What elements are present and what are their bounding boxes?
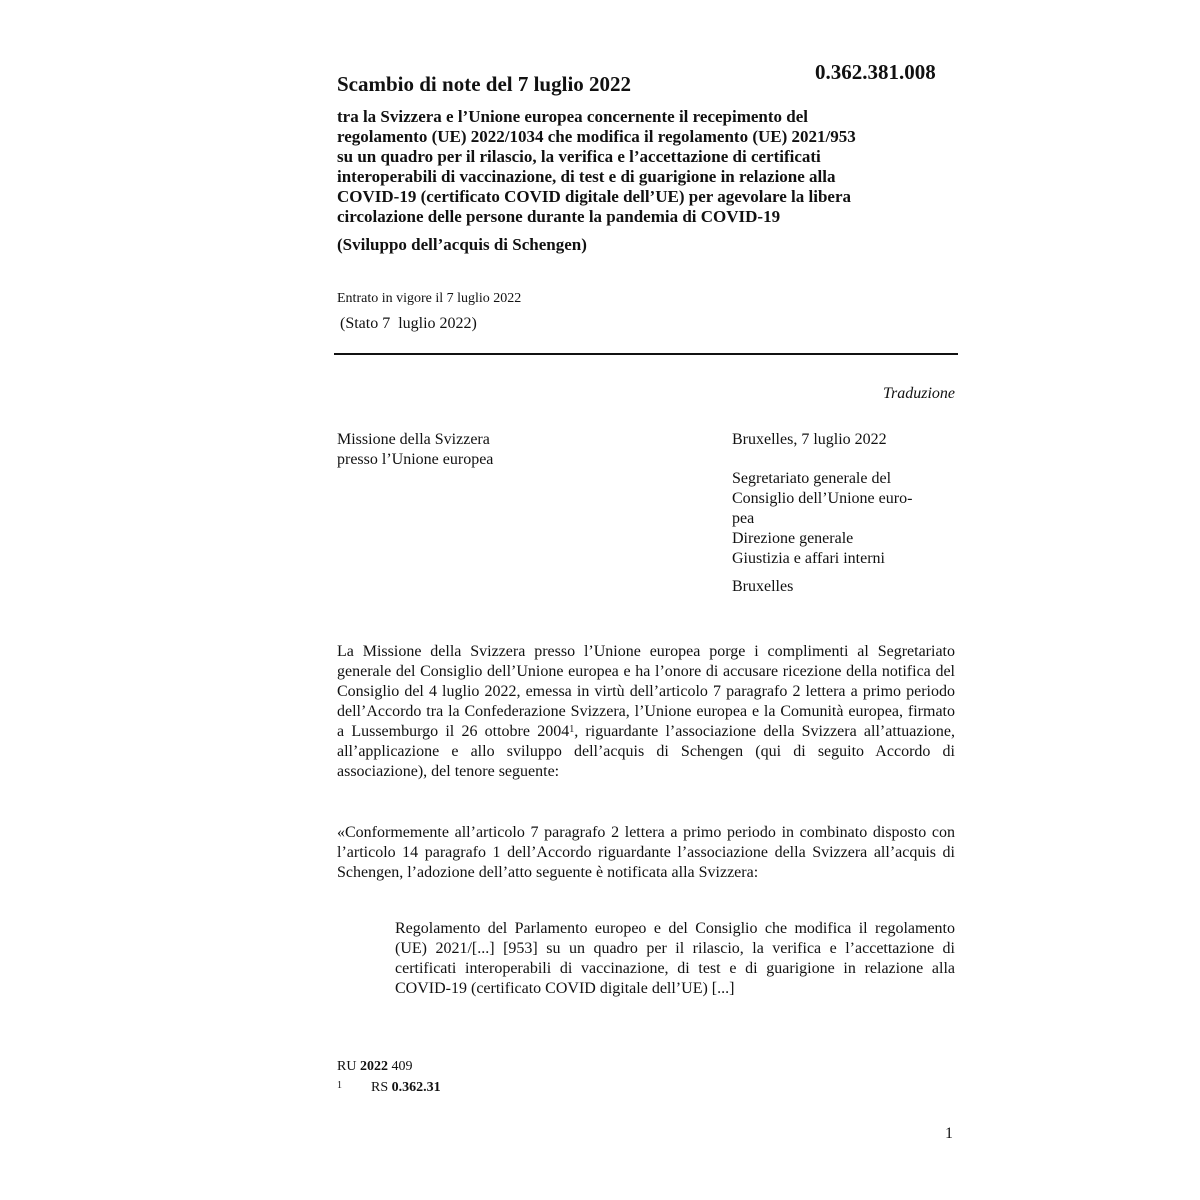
- footnote-reference[interactable]: 1: [569, 724, 575, 735]
- subtitle-line: regolamento (UE) 2022/1034 che modifica il regolamento (UE) 2021/953: [337, 127, 856, 146]
- footnote-prefix: RS: [371, 1080, 389, 1095]
- entry-into-force: Entrato in vigore il 7 luglio 2022: [337, 291, 522, 306]
- recipient-line: pea: [732, 510, 755, 527]
- subtitle-line: su un quadro per il rilascio, la verifica e l’accettazione di certificati: [337, 147, 821, 166]
- document-code: 0.362.381.008: [815, 60, 936, 84]
- letter-paragraph-2: «Conformemente all’articolo 7 paragrafo 2 lettera a primo periodo in combinato disposto con l’articolo 14 paragrafo 1 dell’Accordo riguardante l’associazione della Svizzera all’acquis di Schengen, l’adozione dell’atto seguente è notificata alla Svizzera:: [337, 824, 955, 881]
- subtitle-line: circolazione delle persone durante la pandemia di COVID-19: [337, 207, 781, 226]
- translation-label: Traduzione: [882, 385, 955, 402]
- sender-block: [337, 430, 493, 470]
- recipient-line: Giustizia e affari interni: [732, 550, 885, 567]
- ru-year: 2022: [359, 1059, 388, 1074]
- sender-line: Missione della Svizzera: [337, 431, 490, 448]
- footnote-link[interactable]: 0.362.31: [391, 1080, 441, 1095]
- recipient-city: Bruxelles: [732, 578, 794, 595]
- quoted-regulation: Regolamento del Parlamento europeo e del Consiglio che modifica il regolamento (UE) 2021/[...] [953] su un quadro per il rilascio, la verifica e l’accettazione di certificati interoperabili di vaccinazione, di test e di guarigione in relazione alla COVID-19 (certificato COVID digitale dell’UE) [...]: [395, 920, 955, 997]
- recipient-line: Direzione generale: [732, 530, 854, 547]
- subtitle-line: tra la Svizzera e l’Unione europea concernente il recepimento del: [337, 107, 809, 126]
- document-title: Scambio di note del 7 luglio 2022: [337, 72, 632, 96]
- ru-prefix: RU: [337, 1059, 357, 1074]
- recipient-line: Segretariato generale del: [732, 470, 892, 487]
- ru-reference: [337, 1059, 412, 1075]
- ru-page: 409: [391, 1059, 413, 1074]
- page-number: 1: [945, 1125, 953, 1142]
- header-divider: [334, 353, 958, 355]
- paragraph-text: , riguardante l’associazione della Svizzera all’attuazione, all’applicazione e allo sviluppo dell’acquis di Schengen (qui di seguito Accordo di associazione), del tenore seguente:: [337, 723, 955, 780]
- footnote: [337, 1080, 441, 1096]
- footnote-mark: 1: [337, 1080, 342, 1091]
- recipient-block: [732, 430, 957, 597]
- subtitle-line: interoperabili di vaccinazione, di test e di guarigione in relazione alla: [337, 167, 836, 186]
- document-subtitle: [337, 107, 957, 227]
- letter-date: Bruxelles, 7 luglio 2022: [732, 431, 887, 448]
- schengen-note: (Sviluppo dell’acquis di Schengen): [337, 235, 587, 254]
- letter-paragraph-1: [337, 642, 955, 782]
- subtitle-line: COVID-19 (certificato COVID digitale dell’UE) per agevolare la libera: [337, 187, 851, 206]
- status-date: (Stato 7 luglio 2022): [340, 315, 477, 332]
- recipient-line: Consiglio dell’Unione euro-: [732, 490, 913, 507]
- paragraph-text: La Missione della Svizzera presso l’Unione europea porge i complimenti al Segretariato generale del Consiglio dell’Unione europea e ha l’onore di accusare ricezione della notifica del Consiglio del 4 luglio 2022, emessa in virtù dell’articolo 7 paragrafo 2 lettera a primo periodo dell’Accordo tra la Confederazione Svizzera, l’Unione europea e la Comunità europea, firmato a Lussemburgo il 26 ottobre 2004: [337, 643, 955, 740]
- sender-line: presso l’Unione europea: [337, 451, 494, 468]
